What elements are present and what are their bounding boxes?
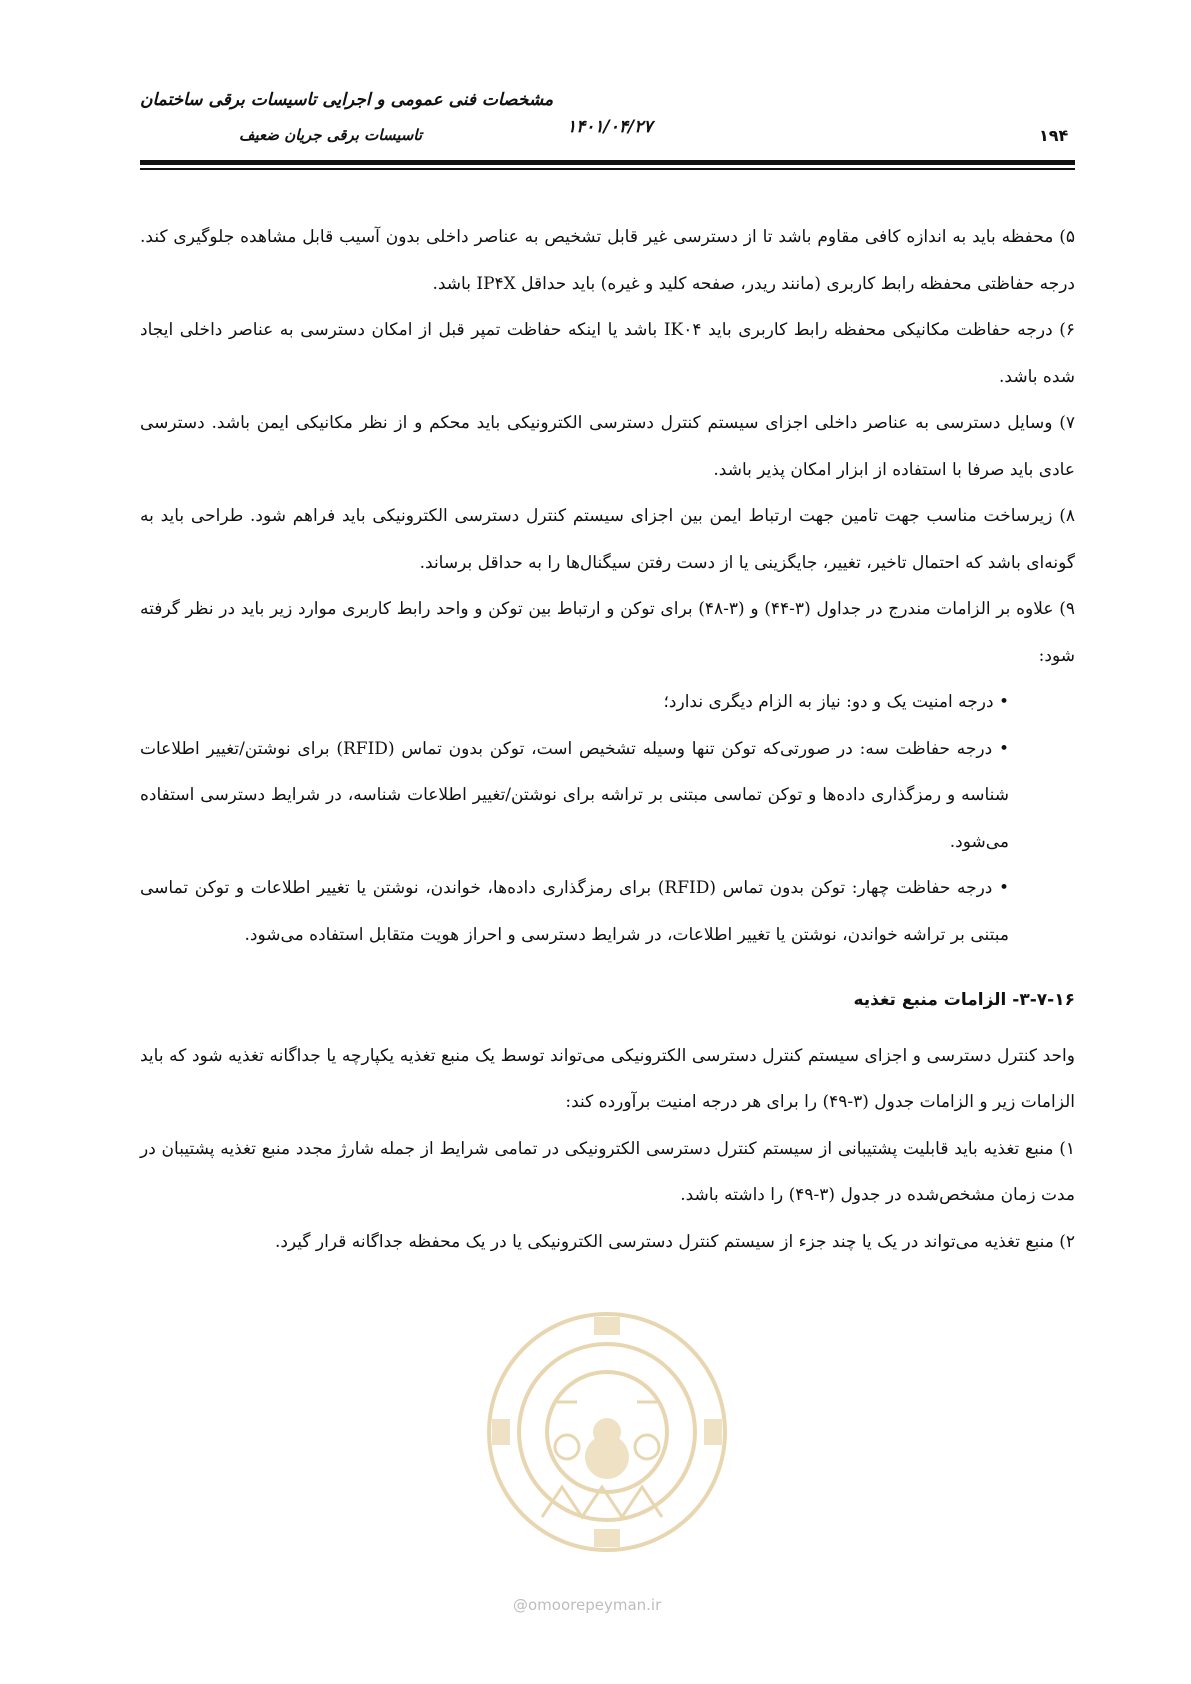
section-item-1: ۱) منبع تغذیه باید قابلیت پشتیبانی از سیستم کنترل دسترسی الکترونیکی در تمامی شرایط از جمله شارژ مجدد منبع تغذیه پشتیبان در مدت زمان مشخص‌شده در جدول (۳-۴۹) را داشته باشد.: [140, 1138, 1075, 1205]
paragraph-item-9: ۹) علاوه بر الزامات مندرج در جداول (۳-۴۴) و (۳-۴۸) برای توکن و ارتباط بین توکن و واحد رابط کاربری موارد زیر باید در نظر گرفته شود:: [140, 599, 1075, 666]
bullet-item: • درجه حفاظت سه: در صورتی‌که توکن تنها وسیله تشخیص است، توکن بدون تماس (RFID) برای نوشتن/تغییر اطلاعات شناسه و رمزگذاری داده‌ها و توکن تماسی مبتنی بر تراشه برای نوشتن/تغییر اطلاعات شناسه، در شرایط دسترسی استفاده می‌شود.: [140, 738, 1009, 852]
header-date: ۱۴۰۱/۰۴/۲۷: [567, 117, 653, 137]
chapter-title: تاسیسات برقی جریان ضعیف: [239, 126, 423, 144]
document-title: مشخصات فنی عمومی و اجرایی تاسیسات برقی ساختمان: [140, 90, 554, 110]
paragraph-item-7: ۷) وسایل دسترسی به عناصر داخلی اجزای سیستم کنترل دسترسی الکترونیکی باید محکم و از نظر مکانیکی ایمن باشد. دسترسی عادی باید صرفا با استفاده از ابزار امکان پذیر باشد.: [140, 413, 1075, 480]
page-body: [140, 214, 1075, 1265]
section-item-2: ۲) منبع تغذیه می‌تواند در یک یا چند جزء از سیستم کنترل دسترسی الکترونیکی یا در یک محفظه جداگانه قرار گیرد.: [274, 1231, 1075, 1252]
header-rule-thin: [140, 168, 1075, 170]
paragraph-item-6: ۶) درجه حفاظت مکانیکی محفظه رابط کاربری باید IK۰۴ باشد یا اینکه حفاظت تمپر قبل از امکان دسترسی به عناصر داخلی ایجاد شده باشد.: [140, 320, 1075, 387]
page-header: [0, 0, 1191, 170]
watermark-site-text: @omoorepeyman.ir: [513, 1596, 662, 1614]
page-number: ۱۹۴: [1039, 126, 1069, 145]
section-intro: واحد کنترل دسترسی و اجزای سیستم کنترل دسترسی الکترونیکی می‌تواند توسط یک منبع تغذیه یکپارچه یا جداگانه تغذیه شود که باید الزامات زیر و الزامات جدول (۳-۴۹) را برای هر درجه امنیت برآورده کند:: [140, 1045, 1075, 1112]
paragraph-item-8: ۸) زیرساخت مناسب جهت تامین جهت ارتباط ایمن بین اجزای سیستم کنترل دسترسی الکترونیکی باید فراهم شود. طراحی باید به گونه‌ای باشد که احتمال تاخیر، تغییر، جایگزینی یا از دست رفتن سیگنال‌ها را به حداقل برساند.: [140, 506, 1075, 573]
section-heading: ۳-۷-۱۶- الزامات منبع تغذیه: [853, 990, 1075, 1010]
bullet-item: • درجه حفاظت چهار: توکن بدون تماس (RFID) برای رمزگذاری داده‌ها، خواندن، نوشتن یا تغییر اطلاعات و توکن تماسی مبتنی بر تراشه خواندن، نوشتن یا تغییر اطلاعات، در شرایط دسترسی و احراز هویت متقابل استفاده می‌شود.: [140, 878, 1010, 945]
paragraph-item-5: ۵) محفظه باید به اندازه کافی مقاوم باشد تا از دسترسی غیر قابل تشخیص به عناصر داخلی بدون آسیب قابل مشاهده جلوگیری کند. درجه حفاظتی محفظه رابط کاربری (مانند ریدر، صفحه کلید و غیره) باید حداقل IP۴X باشد.: [140, 227, 1075, 294]
watermark-seal-icon: [482, 1307, 732, 1557]
header-rule-thick: [140, 160, 1075, 165]
bullet-item: • درجه امنیت یک و دو: نیاز به الزام دیگری ندارد؛: [663, 692, 1009, 712]
